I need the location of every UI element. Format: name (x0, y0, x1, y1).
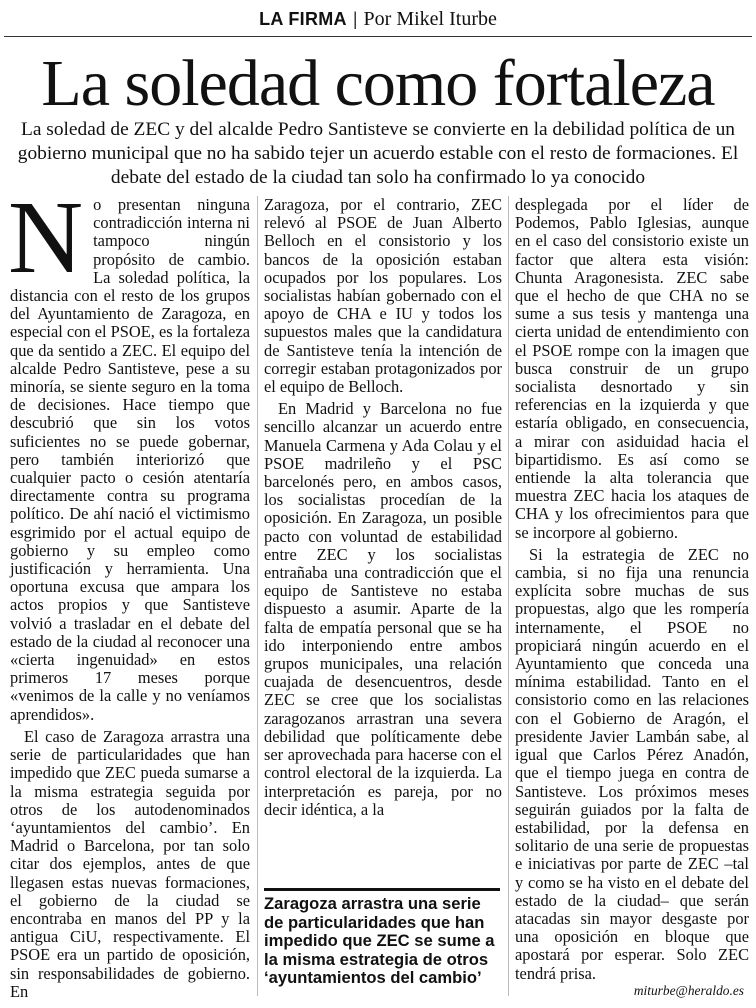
article-paragraph: desplegada por el líder de Podemos, Pablo Iglesias, aunque en el caso del consistorio existe un factor que altera esta visión: Chunta Aragonesista. ZEC sabe que el hecho de que CHA no se sume a sus tesis y mantenga una cierta unidad de entendimiento con el PSOE rompe con la imagen que busca construir de un grupo socialista desnortado y sin referencias en la izquierda y que estaría obligado, en consecuencia, a mirar con asiduidad hacia el bipartidismo. Es así como se entiende la alta tolerancia que muestra ZEC hacia los ataques de CHA y los ofrecimientos para que se incorpore al gobierno. (515, 195, 749, 542)
column-rule-2 (508, 196, 509, 996)
article-paragraph: Zaragoza, por el contrario, ZEC relevó al PSOE de Juan Alberto Belloch en el consistorio y los bancos de la oposición estaban ocupados por los populares. Los socialistas habían gobernado con el apoyo de CHA e IU y todos los supuestos males que la candidatura de Santisteve tenía la intención de corregir estaban protagonizados por el equipo de Belloch. (264, 195, 502, 397)
pull-quote: Zaragoza arrastra una serie de particularidades que han impedido que ZEC se sume a la misma estrategia de otros ‘ayuntamientos del cambio’ (264, 888, 500, 988)
article-paragraph (8, 180, 250, 724)
byline-separator: | (352, 9, 358, 29)
author-byline: Por Mikel Iturbe (363, 8, 497, 30)
column-rule-1 (257, 196, 258, 996)
article-paragraph: El caso de Zaragoza arrastra una serie de particularidades que han impedido que ZEC pueda sumarse a la misma estrategia seguida por otros de los autodenominados ‘ayuntamientos del cambio’. En Madrid o Barcelona, por tan solo citar dos ejemplos, antes de que llegasen estas nuevas formaciones, el gobierno de la ciudad se encontraba en manos del PP y la antigua CiU, respectivamente. El PSOE era un partido de oposición, sin responsabilidades de gobierno. En (10, 726, 250, 1001)
article-column-1 (8, 180, 250, 1001)
article-column-3 (515, 196, 749, 983)
article-paragraph: En Madrid y Barcelona no fue sencillo alcanzar un acuerdo entre Manuela Carmena y Ada Colau y el PSOE madrileño y el PSC barcelonés pero, en ambos casos, los socialistas procedían de la oposición. En Zaragoza, un posible pacto con voluntad de estabilidad entre ZEC y los socialistas entrañaba una contradicción que el equipo de Santisteve no estaba dispuesto a asumir. Aparte de la falta de empatía personal que se ha ido interponiendo entre ambos grupos municipales, una relación cuajada de desencuentros, desde ZEC se cree que los socialistas zaragozanos arrastran una severa debilidad que políticamente debe ser aprovechada para hacerse con el control electoral de la izquierda. La interpretación es pareja, por no decir idéntica, a la (264, 399, 502, 819)
byline-header (0, 4, 756, 34)
article-column-2 (264, 196, 502, 819)
author-email[interactable]: miturbe@heraldo.es (633, 983, 744, 998)
drop-cap: N (8, 180, 84, 295)
headline: La soledad como fortaleza (41, 47, 715, 120)
article-paragraph: Si la estrategia de ZEC no cambia, si no fija una renuncia explícita sobre muchas de sus propuestas, algo que les rompería internamente, el PSOE no propiciará ningún acuerdo en el Ayuntamiento que conceda una mínima estabilidad. Tanto en el consistorio como en las relaciones con el Gobierno de Aragón, el presidente Javier Lambán sabe, al igual que Carlos Pérez Anadón, que el tiempo juega en contra de Santisteve. Los próximos meses seguirán guiados por la falta de estabilidad, por la defensa en solitario de una serie de propuestas e iniciativas por parte de ZEC –tal y como se ha visto en el debate del estado de la ciudad– que serán atacadas sin mayor desgaste por una oposición en bloque que apostará por esperar. Solo ZEC tendrá prisa. (515, 544, 749, 983)
section-label: LA FIRMA (259, 9, 347, 29)
paragraph-text: o presentan ninguna contradicción interna ni tampoco ningún propósito de cambio. La soledad política, la distancia con el resto de los grupos del Ayuntamiento de Zaragoza, en especial con el PSOE, es la fortaleza que da sentido a ZEC. El equipo del alcalde Pedro Santisteve, pese a su minoría, se siente seguro en la toma de decisiones. Hace tiempo que descubrió que sin los votos suficientes no se puede gobernar, pero también interiorizó que cualquier pacto o cesión atentaría directamente contra su programa político. De ahí nació el victimismo esgrimido por el actual equipo de gobierno y su empleo como justificación y herramienta. Una oportuna excusa que ampara los actos propios y que Santisteve volvió a trasladar en el debate del estado de la ciudad al reconocer una «cierta ingenuidad» en estos primeros 17 meses porque «venimos de la calle y no veníamos aprendidos». (10, 195, 250, 724)
standfirst: La soledad de ZEC y del alcalde Pedro Santisteve se convierte en la debilidad política de un gobierno municipal que no ha sabido tejer un acuerdo estable con el resto de formaciones. El debate del estado de la ciudad tan solo ha confirmado lo ya conocido (17, 119, 739, 188)
header-rule (4, 36, 752, 37)
